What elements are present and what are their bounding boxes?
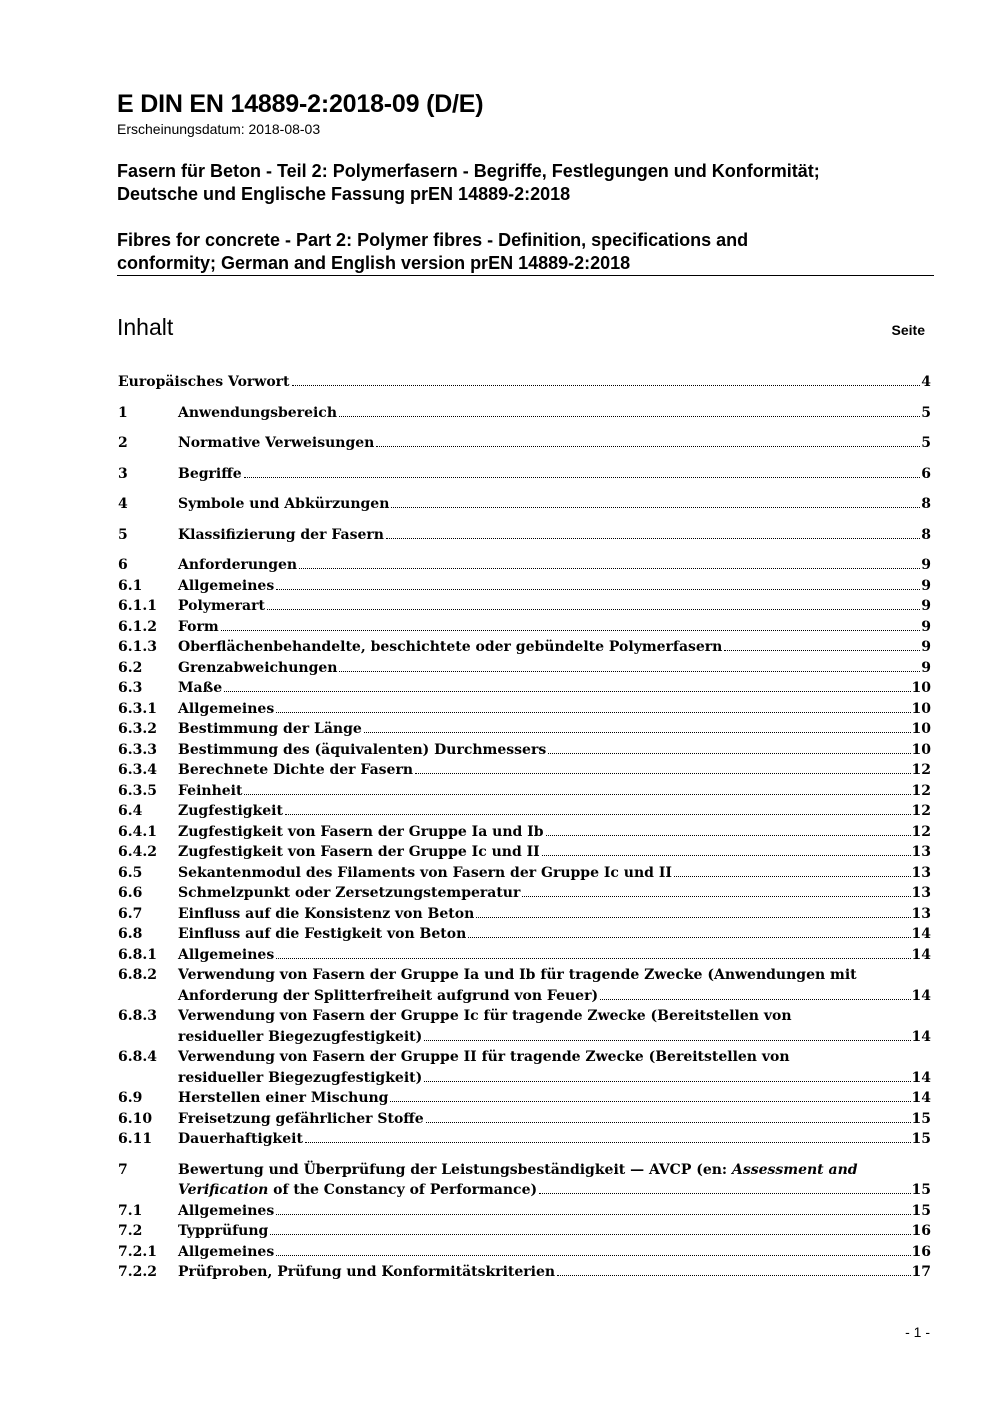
toc-entry-number: 6.3 xyxy=(118,680,143,696)
toc-entry-page: 6 xyxy=(921,465,931,482)
toc-entry-number: 7.2.2 xyxy=(118,1264,157,1280)
toc-entry-title-line: Prüfproben, Prüfung und Konformitätskriterien xyxy=(178,1264,556,1280)
toc-entry-page: 15 xyxy=(911,1182,931,1198)
toc-entry-number: 7.2 xyxy=(118,1223,143,1239)
toc-entry-number: 6.1.1 xyxy=(118,598,157,614)
toc-leader-dots xyxy=(339,671,920,672)
toc-leader-dots xyxy=(390,1101,910,1102)
toc-entry-title xyxy=(178,1129,303,1150)
toc-entry-number: 5 xyxy=(118,526,128,543)
toc-leader-dots xyxy=(542,855,911,856)
toc-entry[interactable] xyxy=(118,555,931,576)
toc-entry-title xyxy=(178,719,362,740)
toc-entry-number: 6.3.3 xyxy=(118,741,157,758)
toc-leader-dots xyxy=(415,773,911,774)
toc-entry[interactable] xyxy=(118,740,931,761)
toc-entry-title xyxy=(178,986,598,1007)
toc-entry[interactable] xyxy=(118,719,931,740)
toc-entry[interactable] xyxy=(118,494,931,515)
toc-entry-page: 16 xyxy=(911,1243,931,1260)
toc-entry-number: 6.8.4 xyxy=(118,1049,157,1065)
toc-entry-number: 6.8.3 xyxy=(118,1008,157,1024)
toc-entry[interactable] xyxy=(118,781,931,802)
toc-entry[interactable] xyxy=(118,525,931,546)
toc-entry-title xyxy=(178,576,274,597)
toc-entry[interactable] xyxy=(118,1262,931,1283)
toc-entry[interactable] xyxy=(118,658,931,679)
toc-entry-title xyxy=(178,1068,422,1089)
toc-leader-dots xyxy=(548,753,910,754)
toc-entry-title-line: Maße xyxy=(178,680,223,696)
toc-entry-number: 6.4.2 xyxy=(118,844,157,860)
toc-entry[interactable] xyxy=(118,842,931,863)
toc-entry-title-line: Allgemeines xyxy=(178,946,275,963)
toc-entry-page: 14 xyxy=(911,946,931,963)
toc-entry-title-line: Klassifizierung der Fasern xyxy=(178,526,384,543)
toc-leader-dots xyxy=(476,917,910,918)
toc-entry[interactable] xyxy=(118,924,931,945)
toc-entry-page: 12 xyxy=(911,762,931,778)
toc-entry[interactable] xyxy=(118,699,931,720)
toc-entry-title-line: Symbole und Abkürzungen xyxy=(178,496,390,512)
toc-entry[interactable] xyxy=(118,801,931,822)
toc-entry-title-line: of the Constancy of Performance) xyxy=(273,1182,538,1198)
toc-entry-title xyxy=(178,967,857,983)
table-of-contents xyxy=(118,372,931,1283)
toc-entry-title xyxy=(178,699,274,720)
toc-entry-number: 6.3.1 xyxy=(118,700,157,717)
toc-entry-title-line: Polymerart xyxy=(178,598,265,614)
toc-leader-dots xyxy=(426,1122,911,1123)
toc-entry-title xyxy=(178,740,546,761)
toc-entry[interactable] xyxy=(118,863,931,884)
toc-entry-page: 14 xyxy=(911,1090,931,1106)
toc-entry-number: 4 xyxy=(118,496,128,512)
toc-leader-dots xyxy=(305,1142,911,1143)
toc-leader-dots xyxy=(424,1040,910,1041)
toc-entry-title-line: Verwendung von Fasern der Gruppe II für tragende Zwecke (Bereitstellen von xyxy=(178,1049,790,1065)
toc-entry-title-line: Zugfestigkeit von Fasern der Gruppe Ic und II xyxy=(178,844,540,860)
toc-entry-title xyxy=(178,525,384,546)
toc-entry-title xyxy=(178,924,466,945)
toc-entry-title-line: Begriffe xyxy=(178,465,242,482)
toc-entry-title xyxy=(178,637,722,658)
toc-entry[interactable] xyxy=(118,433,931,454)
toc-entry-page: 9 xyxy=(921,639,931,655)
toc-entry-title xyxy=(178,1221,268,1242)
toc-entry-title xyxy=(178,822,544,843)
toc-leader-dots xyxy=(724,650,920,651)
toc-entry-title xyxy=(118,372,290,393)
toc-leader-dots xyxy=(364,732,911,733)
contents-heading: Inhalt xyxy=(117,314,174,340)
toc-entry-number: 6.11 xyxy=(118,1131,153,1147)
toc-entry-page: 5 xyxy=(921,404,931,421)
toc-entry[interactable] xyxy=(118,904,931,925)
toc-entry[interactable] xyxy=(118,965,931,1006)
toc-entry-page: 14 xyxy=(911,987,931,1004)
toc-entry-page: 10 xyxy=(911,741,931,758)
toc-entry-title-line: Freisetzung gefährlicher Stoffe xyxy=(178,1110,424,1127)
toc-entry-number: 6.7 xyxy=(118,905,143,922)
toc-leader-dots xyxy=(276,589,920,590)
toc-entry-title-line: Zugfestigkeit von Fasern der Gruppe Ia und Ib xyxy=(178,823,544,840)
toc-entry-title xyxy=(178,596,265,617)
toc-entry-page: 12 xyxy=(911,803,931,819)
toc-entry-title xyxy=(178,403,337,424)
title-german xyxy=(117,160,937,206)
toc-leader-dots xyxy=(285,814,911,815)
toc-entry-page: 15 xyxy=(911,1110,931,1127)
toc-entry-number: 6.3.2 xyxy=(118,721,157,737)
toc-leader-dots xyxy=(276,1214,910,1215)
toc-leader-dots xyxy=(546,835,911,836)
toc-entry-page: 9 xyxy=(921,577,931,594)
toc-entry[interactable] xyxy=(118,678,931,699)
toc-entry-title xyxy=(178,904,474,925)
title-german-line-2: Deutsche und Englische Fassung prEN 14889-2:2018 xyxy=(117,184,571,204)
toc-entry-page: 10 xyxy=(911,680,931,696)
toc-entry-page: 9 xyxy=(921,618,931,635)
toc-entry-title xyxy=(178,760,413,781)
toc-entry-title xyxy=(178,464,242,485)
toc-entry-title-line: Form xyxy=(178,618,219,635)
toc-entry-page: 13 xyxy=(911,885,931,901)
toc-entry-number: 6.2 xyxy=(118,659,143,676)
toc-entry-number: 7.1 xyxy=(118,1202,143,1219)
toc-entry-title-line: Allgemeines xyxy=(178,1202,275,1219)
toc-leader-dots xyxy=(600,999,910,1000)
toc-entry-page: 14 xyxy=(911,1069,931,1086)
toc-leader-dots xyxy=(539,1193,910,1194)
toc-entry-title xyxy=(178,883,520,904)
toc-leader-dots xyxy=(292,385,921,386)
toc-leader-dots xyxy=(244,794,910,795)
title-english xyxy=(117,229,937,275)
toc-entry-number: 6.1.2 xyxy=(118,618,157,635)
toc-leader-dots xyxy=(522,896,910,897)
toc-entry-number: 6.5 xyxy=(118,864,143,881)
toc-entry-page: 17 xyxy=(911,1264,931,1280)
toc-entry-title-line: Anwendungsbereich xyxy=(178,404,337,421)
toc-entry-title-line: Verwendung von Fasern der Gruppe Ia und Ib für tragende Zwecke (Anwendungen mit xyxy=(178,967,857,983)
toc-entry-title xyxy=(178,1008,792,1024)
toc-entry-page: 15 xyxy=(911,1131,931,1147)
toc-entry-title xyxy=(178,1027,422,1048)
toc-entry[interactable] xyxy=(118,1006,931,1047)
toc-entry-number: 6.1 xyxy=(118,577,143,594)
title-english-line-1: Fibres for concrete - Part 2: Polymer fibres - Definition, specifications and xyxy=(117,230,749,250)
toc-entry-page: 15 xyxy=(911,1202,931,1219)
toc-leader-dots xyxy=(276,712,910,713)
toc-entry[interactable] xyxy=(118,596,931,617)
toc-entry-page: 13 xyxy=(911,844,931,860)
toc-entry-number: 6.6 xyxy=(118,885,143,901)
toc-entry-page: 16 xyxy=(911,1223,931,1239)
toc-entry-number: 6.3.4 xyxy=(118,762,157,778)
toc-entry-page: 12 xyxy=(911,823,931,840)
toc-entry-title xyxy=(178,433,374,454)
toc-entry-number: 6.4 xyxy=(118,803,143,819)
toc-leader-dots xyxy=(386,538,920,539)
toc-entry[interactable] xyxy=(118,464,931,485)
toc-entry[interactable] xyxy=(118,637,931,658)
page-number: - 1 - xyxy=(905,1324,930,1340)
toc-entry-title-line: Berechnete Dichte der Fasern xyxy=(178,762,414,778)
toc-entry[interactable] xyxy=(118,1109,931,1130)
toc-entry-title-line: Herstellen einer Mischung xyxy=(178,1090,389,1106)
toc-entry-title-line: Feinheit xyxy=(178,782,243,799)
toc-entry-number: 6 xyxy=(118,557,128,573)
toc-entry-page: 8 xyxy=(921,526,931,543)
toc-entry-title-line: Europäisches Vorwort xyxy=(118,374,290,390)
toc-entry-title xyxy=(178,1162,858,1178)
toc-entry-title-line: Dauerhaftigkeit xyxy=(178,1131,303,1147)
toc-entry-title xyxy=(178,1088,388,1109)
toc-entry-page: 9 xyxy=(921,659,931,676)
toc-entry-title-line: Grenzabweichungen xyxy=(178,659,338,676)
toc-entry-title-line: Bestimmung der Länge xyxy=(178,721,362,737)
toc-entry-page: 8 xyxy=(921,496,931,512)
toc-entry-title xyxy=(178,842,540,863)
toc-entry-title xyxy=(178,945,274,966)
toc-entry-number: 6.1.3 xyxy=(118,639,157,655)
toc-entry-number: 6.8 xyxy=(118,926,143,942)
toc-entry-number: 6.9 xyxy=(118,1090,143,1106)
toc-entry-number: 6.8.1 xyxy=(118,946,157,963)
toc-entry-page: 14 xyxy=(911,926,931,942)
toc-leader-dots xyxy=(391,507,920,508)
toc-entry[interactable] xyxy=(118,576,931,597)
toc-leader-dots xyxy=(244,477,921,478)
toc-entry-page: 4 xyxy=(921,374,931,390)
toc-entry[interactable] xyxy=(118,1088,931,1109)
toc-entry-title-line: Einfluss auf die Festigkeit von Beton xyxy=(178,926,467,942)
publication-date: Erscheinungsdatum: 2018-08-03 xyxy=(117,121,321,137)
toc-entry[interactable] xyxy=(118,1160,931,1201)
toc-entry-title xyxy=(178,678,222,699)
toc-entry-title-line: Allgemeines xyxy=(178,1243,275,1260)
toc-entry-page: 10 xyxy=(911,700,931,717)
title-english-line-2: conformity; German and English version prEN 14889-2:2018 xyxy=(117,253,631,273)
toc-entry-number: 6.3.5 xyxy=(118,782,157,799)
toc-entry-title xyxy=(178,781,242,802)
toc-leader-dots xyxy=(557,1275,910,1276)
toc-entry-title-italic: Assessment and xyxy=(731,1161,858,1178)
toc-leader-dots xyxy=(276,1255,910,1256)
toc-entry[interactable] xyxy=(118,760,931,781)
toc-entry-number: 7.2.1 xyxy=(118,1243,157,1260)
toc-entry-title xyxy=(178,1109,424,1130)
toc-entry-title-line: Allgemeines xyxy=(178,700,275,717)
toc-entry-title-line: Allgemeines xyxy=(178,577,275,594)
toc-entry-title-line: Schmelzpunkt oder Zersetzungstemperatur xyxy=(178,885,521,901)
toc-entry-title xyxy=(178,863,672,884)
toc-entry-title-line: Bestimmung des (äquivalenten) Durchmessers xyxy=(178,741,547,758)
toc-entry-title-line: Einfluss auf die Konsistenz von Beton xyxy=(178,905,475,922)
toc-entry-title xyxy=(178,658,337,679)
toc-entry-title xyxy=(178,1049,790,1065)
toc-entry-number: 2 xyxy=(118,435,128,451)
toc-entry-page: 5 xyxy=(921,435,931,451)
toc-entry-title xyxy=(178,1201,274,1222)
toc-entry-number: 7 xyxy=(118,1161,128,1178)
toc-entry-title xyxy=(178,555,297,576)
toc-entry-title xyxy=(178,494,389,515)
toc-entry-number: 6.4.1 xyxy=(118,823,157,840)
toc-entry-page: 9 xyxy=(921,598,931,614)
toc-leader-dots xyxy=(424,1081,910,1082)
toc-leader-dots xyxy=(468,937,910,938)
toc-leader-dots xyxy=(674,876,911,877)
toc-entry-page: 13 xyxy=(911,905,931,922)
toc-leader-dots xyxy=(339,416,920,417)
toc-entry-number: 3 xyxy=(118,465,128,482)
toc-entry-title xyxy=(178,1180,537,1201)
toc-entry-title-line: Oberflächenbehandelte, beschichtete oder gebündelte Polymerfasern xyxy=(178,639,723,655)
toc-entry-title-line: residueller Biegezugfestigkeit) xyxy=(178,1028,423,1045)
toc-entry[interactable] xyxy=(118,1201,931,1222)
toc-leader-dots xyxy=(376,446,920,447)
toc-entry-title-line: Anforderungen xyxy=(178,557,298,573)
toc-leader-dots xyxy=(299,568,920,569)
toc-entry-title-italic: Verification xyxy=(178,1182,269,1198)
toc-entry-page: 9 xyxy=(921,557,931,573)
toc-entry[interactable] xyxy=(118,1129,931,1150)
toc-entry[interactable] xyxy=(118,617,931,638)
toc-entry[interactable] xyxy=(118,1221,931,1242)
toc-entry-title-line: residueller Biegezugfestigkeit) xyxy=(178,1069,423,1086)
toc-entry-number: 6.10 xyxy=(118,1110,153,1127)
toc-entry[interactable] xyxy=(118,1242,931,1263)
toc-entry-title-line: Bewertung und Überprüfung der Leistungsbeständigkeit — AVCP (en: xyxy=(178,1161,732,1178)
toc-entry[interactable] xyxy=(118,883,931,904)
toc-entry-number: 1 xyxy=(118,404,128,421)
toc-entry-title xyxy=(178,1262,555,1283)
toc-entry-title-line: Sekantenmodul des Filaments von Fasern der Gruppe Ic und II xyxy=(178,864,672,881)
toc-leader-dots xyxy=(276,958,910,959)
toc-entry[interactable] xyxy=(118,945,931,966)
toc-entry-page: 10 xyxy=(911,721,931,737)
toc-entry[interactable] xyxy=(118,1047,931,1088)
toc-leader-dots xyxy=(224,691,910,692)
toc-entry-page: 13 xyxy=(911,864,931,881)
title-german-line-1: Fasern für Beton - Teil 2: Polymerfasern - Begriffe, Festlegungen und Konformität; xyxy=(117,161,820,181)
toc-entry-page: 12 xyxy=(911,782,931,799)
toc-entry-title xyxy=(178,1242,274,1263)
page-column-label: Seite xyxy=(891,322,925,338)
toc-entry-title xyxy=(178,617,219,638)
toc-entry-title-line: Verwendung von Fasern der Gruppe Ic für tragende Zwecke (Bereitstellen von xyxy=(178,1008,792,1024)
toc-leader-dots xyxy=(267,609,920,610)
toc-entry-title-line: Normative Verweisungen xyxy=(178,435,375,451)
toc-entry-title-line: Anforderung der Splitterfreiheit aufgrund von Feuer) xyxy=(178,987,599,1004)
toc-entry[interactable] xyxy=(118,372,931,393)
title-divider xyxy=(117,275,934,276)
toc-entry[interactable] xyxy=(118,822,931,843)
toc-entry-page: 14 xyxy=(911,1028,931,1045)
document-id: E DIN EN 14889-2:2018-09 (D/E) xyxy=(117,90,484,118)
toc-entry[interactable] xyxy=(118,403,931,424)
toc-leader-dots xyxy=(270,1234,910,1235)
toc-leader-dots xyxy=(221,630,921,631)
toc-entry-number: 6.8.2 xyxy=(118,967,157,983)
toc-entry-title-line: Zugfestigkeit xyxy=(178,803,283,819)
toc-entry-title-line: Typprüfung xyxy=(178,1223,269,1239)
toc-entry-title xyxy=(178,801,283,822)
